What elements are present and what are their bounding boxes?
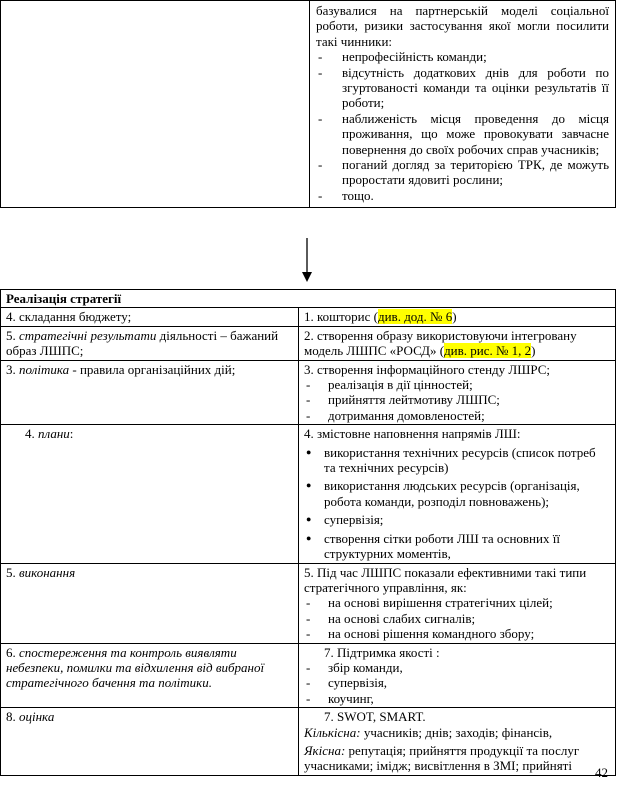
highlighted-reference: див. рис. № 1, 2	[444, 343, 532, 359]
table-row: 6. спостереження та контроль виявляти небезпеки, помилки та відхилення від вибраної стратегічного бачення та політики. 7. Підтримка якості : - збір команди, - супервізія, - коучинг,	[1, 643, 616, 708]
list-item: - прийняття лейтмотиву ЛШПС;	[304, 392, 610, 407]
list-item: ● використання людських ресурсів (організація, робота команди, розподіл повноважень);	[304, 478, 610, 509]
list-item: ● створення сітки роботи ЛШ та основних її структурних моментів,	[304, 531, 610, 562]
table-row: 8. оцінка 7. SWOT, SMART. Кількісна: учасників; днів; заходів; фінансів, Якісна: репутація; прийняття продукції та послуг учасниками; імідж; висвітлення в ЗМІ; прийняті	[1, 708, 616, 776]
list-item: - наближеність місця проведення до місця проживання, що може провокувати завчасне повернення до своїх робочих справ учасників;	[316, 111, 609, 157]
list-item: - збір команди,	[304, 660, 610, 675]
list-item: - на основі вирішення стратегічних цілей;	[304, 595, 610, 610]
down-arrow-icon	[300, 238, 314, 282]
list-item: ● супервізія;	[304, 512, 610, 527]
strategy-implementation-table	[0, 289, 616, 776]
list-item: - поганий догляд за територією ТРК, де можуть проростати ядовиті рослини;	[316, 157, 609, 188]
table-row: 3. політика - правила організаційних дій; 3. створення інформаційного стенду ЛШРС; - реалізація в дії цінностей; - прийняття лейтмотиву ЛШПС; - дотримання домовленостей;	[1, 360, 616, 425]
top-continuation-table	[0, 0, 616, 208]
list-item: - непрофесійність команди;	[316, 49, 609, 64]
table-header: Реалізація стратегії	[1, 290, 616, 308]
list-item: - реалізація в дії цінностей;	[304, 377, 610, 392]
list-item: - коучинг,	[304, 691, 610, 706]
list-item: - відсутність додаткових днів для роботи по згуртованості команди та оцінки результатів її роботи;	[316, 65, 609, 111]
highlighted-reference: див. дод. № 6	[377, 309, 453, 325]
list-item: ● використання технічних ресурсів (список потреб та технічних ресурсів)	[304, 445, 610, 476]
list-item: - дотримання домовленостей;	[304, 408, 610, 423]
risk-intro: базувалися на партнерській моделі соціальної роботи, ризики застосування якої могли посилити такі чинники:	[316, 3, 609, 49]
list-item: - супервізія,	[304, 675, 610, 690]
empty-left-cell	[1, 1, 310, 208]
page-number: 42	[595, 765, 608, 780]
list-item: - на основі рішення командного збору;	[304, 626, 610, 641]
list-item: - на основі слабих сигналів;	[304, 611, 610, 626]
table-row: 4. складання бюджету; 1. кошторис (див. дод. № 6)	[1, 308, 616, 326]
table-row: 5. виконання 5. Під час ЛШПС показали ефективними такі типи стратегічного управління, як: - на основі вирішення стратегічних цілей; - на основі слабих сигналів; - на основі рішення командного збору;	[1, 563, 616, 643]
table-row: 5. стратегічні результати діяльності – бажаний образ ЛШПС; 2. створення образу використовуючи інтегровану модель ЛШПС «РОСД» (див. рис. № 1, 2)	[1, 326, 616, 360]
list-item: - тощо.	[316, 188, 609, 203]
risk-list	[316, 49, 609, 203]
table-row: 4. плани: 4. змістовне наповнення напрямів ЛШ: ● використання технічних ресурсів (список потреб та технічних ресурсів) ● використання людських ресурсів (організація, робота команди, розподіл повноважень); ● супервізія; ● створення сітки роботи ЛШ та основних її структурних моментів,	[1, 425, 616, 563]
risk-factors-cell	[310, 1, 616, 208]
